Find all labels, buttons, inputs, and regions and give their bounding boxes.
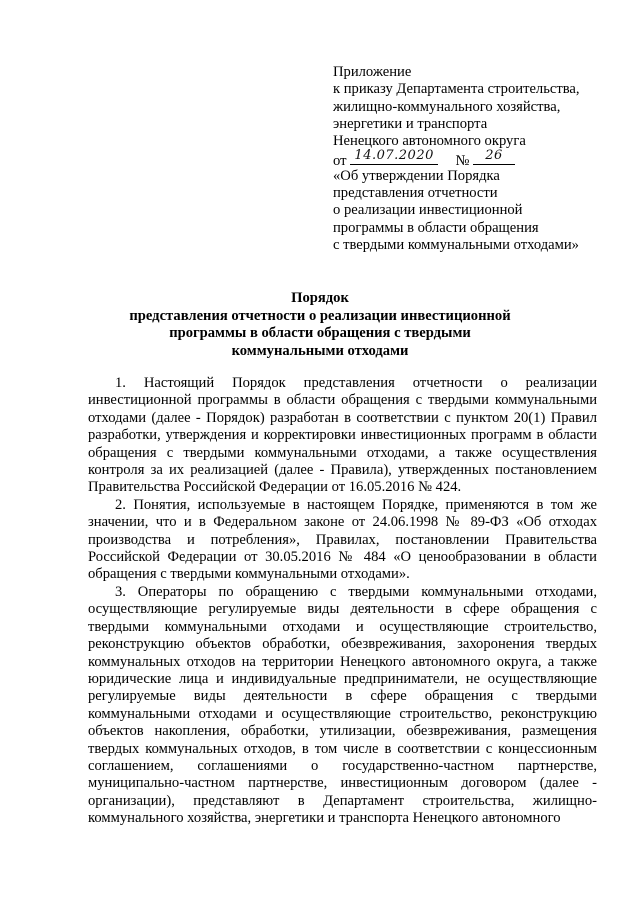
- appendix-line: Ненецкого автономного округа: [333, 133, 526, 150]
- order-number-field: [473, 150, 515, 165]
- title-line: коммунальными отходами: [231, 342, 409, 359]
- appendix-line: энергетики и транспорта: [333, 115, 488, 132]
- title-line: представления отчетности о реализации инвестиционной: [129, 307, 511, 324]
- paragraph-3: 3. Операторы по обращению с твердыми коммунальными отходами, осуществляющие регулируемые виды деятельности в сфере обращения с твердыми коммунальными отходами и осуществляющие строительство, реконструкцию объектов обработки, обезвреживания, захоронения твердых коммунальных отходов на территории Ненецкого автономного округа, а также юридические лица и индивидуальные предприниматели, не осуществляющие регулируемые виды деятельности в сфере обращения с твердыми коммунальными отходами и осуществляющие строительство, реконструкцию объектов накопления, обработки, утилизации, обезвреживания, размещения твердых коммунальных отходов, в том числе в соответствии с концессионным соглашением, соглашениями о государственно-частном партнерстве, муниципально-частном партнерстве, инвестиционным договором (далее - организации), представляют в Департамент строительства, жилищно-коммунального хозяйства, энергетики и транспорта Ненецкого автономного: [88, 583, 597, 827]
- order-date-number-line: [333, 148, 633, 170]
- appendix-block: [333, 64, 633, 254]
- subject-line: с твердыми коммунальными отходами»: [333, 236, 579, 253]
- order-date-handwritten: 14.07.2020: [354, 148, 434, 164]
- subject-line: программы в области обращения: [333, 219, 539, 236]
- order-number-prefix: №: [455, 153, 470, 170]
- paragraph-2: 2. Понятия, используемые в настоящем Порядке, применяются в том же значении, что и в Федеральном законе от 24.06.1998 № 89-ФЗ «Об отходах производства и потребления», Правилах, постановлении Правительства Российской Федерации от 30.05.2016 № 484 «О ценообразовании в области обращения с твердыми коммунальными отходами».: [88, 496, 597, 583]
- paragraph-1: 1. Настоящий Порядок представления отчетности о реализации инвестиционной программы в области обращения с твердыми коммунальными отходами (далее - Порядок) разработан в соответствии с пунктом 20(1) Правил разработки, утверждения и корректировки инвестиционных программ в области обращения с твердыми коммунальными отходами, а также осуществления контроля за их реализацией (далее - Правила), утвержденных постановлением Правительства Российской Федерации от 16.05.2016 № 424.: [88, 375, 597, 496]
- order-number-handwritten: 26: [485, 148, 503, 164]
- appendix-line: к приказу Департамента строительства,: [333, 81, 580, 98]
- appendix-line: жилищно-коммунального хозяйства,: [333, 98, 561, 115]
- order-prefix: от: [333, 153, 347, 170]
- appendix-line: Приложение: [333, 64, 412, 80]
- document-title: [60, 290, 580, 360]
- document-body: [88, 375, 597, 828]
- title-line: Порядок: [291, 290, 349, 306]
- subject-line: о реализации инвестиционной: [333, 202, 523, 219]
- subject-line: «Об утверждении Порядка: [333, 167, 500, 184]
- subject-line: представления отчетности: [333, 185, 498, 202]
- order-date-field: [350, 150, 438, 165]
- title-line: программы в области обращения с твердыми: [169, 325, 471, 342]
